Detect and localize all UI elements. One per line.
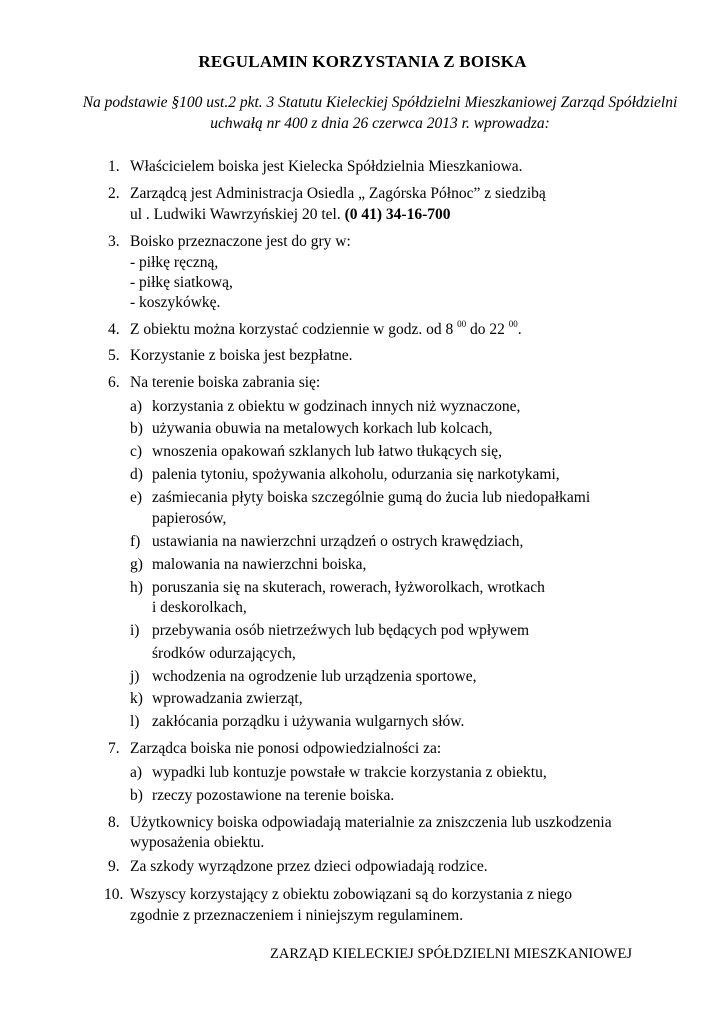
subitem-letter: l) bbox=[130, 713, 140, 730]
subitem-letter: j) bbox=[130, 668, 140, 685]
subitem-letter: f) bbox=[130, 533, 141, 550]
item-text: Zarządcą jest Administracja Osiedla „ Zagórska Północ” z siedzibą bbox=[130, 185, 546, 202]
subitem-letter: a) bbox=[130, 398, 143, 415]
item-text-cont: zgodnie z przeznaczeniem i niniejszym regulaminem. bbox=[130, 907, 464, 924]
subitem-letter: a) bbox=[130, 764, 143, 781]
subitem-letter: k) bbox=[130, 690, 143, 707]
subitem-letter: b) bbox=[130, 787, 143, 804]
opening-hours-text: Z obiektu można korzystać codziennie w godz. od 8 $^{00}$ do 22 $^{00}$. bbox=[130, 319, 522, 338]
item-text: Boisko przeznaczone jest do gry w: bbox=[130, 233, 351, 250]
subitem-letter: e) bbox=[130, 489, 143, 506]
sport-option: - koszykówkę. bbox=[130, 294, 221, 311]
item-text: Wszyscy korzystający z obiektu zobowiązani są do korzystania z niego bbox=[130, 886, 573, 903]
subitem-text: rzeczy pozostawione na terenie boiska. bbox=[152, 787, 395, 804]
subitem-text: przebywania osób nietrzeźwych lub będących pod wpływem bbox=[152, 622, 530, 639]
subitem-text-cont: papierosów, bbox=[152, 510, 227, 527]
subitem-text: zaśmiecania płyty boiska szczególnie gumą do żucia lub niedopałkami bbox=[152, 489, 591, 506]
item-text: Na terenie boiska zabrania się: bbox=[130, 374, 321, 391]
item-text: Korzystanie z boiska jest bezpłatne. bbox=[130, 347, 353, 364]
item-number: 5. bbox=[108, 347, 120, 364]
item-text: Zarządca boiska nie ponosi odpowiedzialności za: bbox=[130, 740, 442, 757]
subitem-text: wchodzenia na ogrodzenie lub urządzenia sportowe, bbox=[152, 668, 477, 685]
item-text-cont: wyposażenia obiektu. bbox=[130, 834, 265, 851]
subitem-letter: d) bbox=[130, 466, 143, 483]
address-text: ul . Ludwiki Wawrzyńskiej 20 tel. bbox=[130, 206, 345, 223]
sport-option: - piłkę siatkową, bbox=[130, 274, 233, 291]
item-number: 4. bbox=[108, 321, 120, 338]
item-number: 6. bbox=[108, 374, 120, 391]
subitem-text: wypadki lub kontuzje powstałe w trakcie korzystania z obiektu, bbox=[152, 764, 547, 781]
subitem-letter: h) bbox=[130, 579, 143, 596]
item-number: 2. bbox=[108, 185, 120, 202]
item-number: 10. bbox=[104, 886, 124, 903]
subitem-letter: g) bbox=[130, 556, 143, 573]
item-number: 1. bbox=[108, 158, 120, 175]
address-line bbox=[130, 206, 450, 224]
subitem-text-cont: środków odurzających, bbox=[152, 645, 296, 662]
subitem-text: malowania na nawierzchni boiska, bbox=[152, 556, 367, 573]
phone-number: (0 41) 34-16-700 bbox=[344, 206, 451, 223]
item-text: Właścicielem boiska jest Kielecka Spółdzielnia Mieszkaniowa. bbox=[130, 158, 523, 175]
subitem-text: wnoszenia opakowań szklanych lub łatwo tłukących się, bbox=[152, 443, 502, 460]
subitem-text: używania obuwia na metalowych korkach lub kolcach, bbox=[152, 420, 493, 437]
item-number: 7. bbox=[108, 740, 120, 757]
item-text: Za szkody wyrządzone przez dzieci odpowiadają rodzice. bbox=[130, 858, 488, 875]
signature-footer: ZARZĄD KIELECKIEJ SPÓŁDZIELNI MIESZKANIOWEJ bbox=[270, 946, 633, 962]
subitem-letter: b) bbox=[130, 420, 143, 437]
subitem-text: palenia tytoniu, spożywania alkoholu, odurzania się narkotykami, bbox=[152, 466, 560, 483]
subitem-text-cont: i deskorolkach, bbox=[152, 599, 247, 616]
subitem-text: zakłócania porządku i używania wulgarnych słów. bbox=[152, 713, 465, 730]
item-number: 9. bbox=[108, 858, 120, 875]
item-text: Użytkownicy boiska odpowiadają materialnie za zniszczenia lub uszkodzenia bbox=[130, 814, 612, 831]
subitem-letter: c) bbox=[130, 443, 143, 460]
document-title: REGULAMIN KORZYSTANIA Z BOISKA bbox=[198, 52, 527, 71]
intro-paragraph: Na podstawie §100 ust.2 pkt. 3 Statutu Kieleckiej Spółdzielni Mieszkaniowej Zarząd Spółdzielni uchwałą nr 400 z dnia 26 czerwca 2013 r. wprowadza: bbox=[82, 94, 678, 132]
subitem-text: wprowadzania zwierząt, bbox=[152, 690, 303, 707]
subitem-text: poruszania się na skuterach, rowerach, łyżworolkach, wrotkach bbox=[152, 579, 545, 596]
sport-option: - piłkę ręczną, bbox=[130, 254, 219, 271]
item-number: 3. bbox=[108, 233, 120, 250]
subitem-letter: i) bbox=[130, 622, 140, 639]
item-number: 8. bbox=[108, 814, 120, 831]
subitem-text: ustawiania na nawierzchni urządzeń o ostrych krawędziach, bbox=[152, 533, 524, 550]
subitem-text: korzystania z obiektu w godzinach innych niż wyznaczone, bbox=[152, 398, 521, 415]
